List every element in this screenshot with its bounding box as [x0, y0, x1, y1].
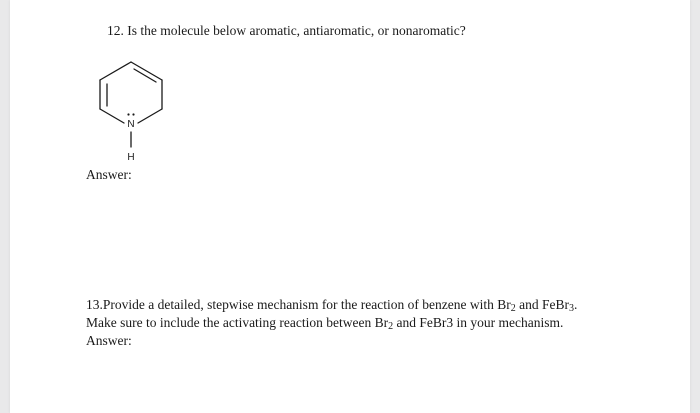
q13-line1-subscript-1: 2	[510, 303, 516, 314]
molecule-drawing	[86, 50, 178, 168]
question-13-text-line-2	[86, 314, 563, 335]
dihydropyridine-structure	[86, 50, 178, 168]
double-bond-inner-top	[134, 69, 156, 82]
q13-line1-part-b: and FeBr	[515, 297, 569, 312]
bond-c5-n	[138, 109, 162, 123]
lone-pair-dot-right	[132, 113, 134, 115]
hydrogen-atom-label: H	[127, 152, 135, 163]
q13-line2-subscript-1: 2	[388, 321, 394, 332]
question-13-answer-label: Answer:	[86, 333, 132, 348]
q13-line1-subscript-2: 3	[569, 303, 574, 314]
q13-line1-part-a: 13.Provide a detailed, stepwise mechanism for the reaction of benzene with Br	[86, 297, 511, 312]
question-12-answer-label: Answer:	[86, 167, 132, 182]
bond-c3-c4	[131, 62, 162, 80]
q13-line1-part-c: .	[574, 297, 578, 312]
bond-n-c1	[100, 109, 124, 123]
nitrogen-atom-label: N	[127, 119, 135, 130]
question-12-text: 12. Is the molecule below aromatic, antiaromatic, or nonaromatic?	[107, 23, 466, 38]
document-page	[10, 0, 690, 413]
q13-line2-part-b: and FeBr3 in your mechanism.	[393, 315, 564, 330]
lone-pair-dot-left	[127, 113, 129, 115]
bond-c2-c3	[100, 62, 131, 80]
q13-line2-part-a: Make sure to include the activating reaction between Br	[86, 315, 389, 330]
